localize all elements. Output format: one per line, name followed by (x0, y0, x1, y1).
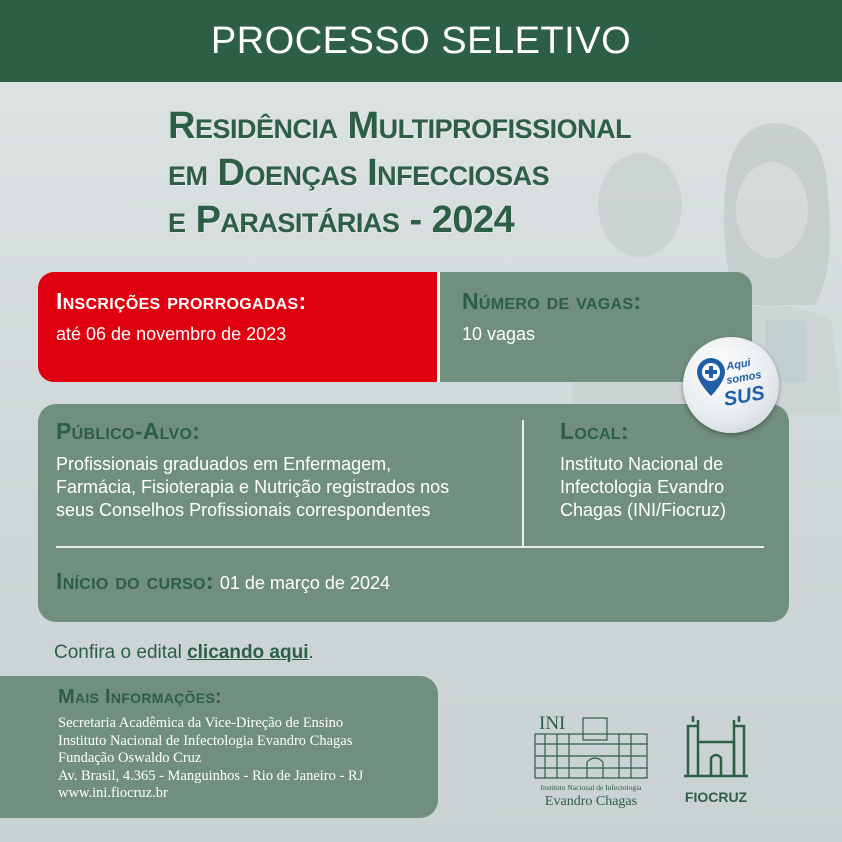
sus-pin-icon (691, 350, 771, 420)
fiocruz-castle-icon (684, 716, 748, 776)
header-title: PROCESSO SELETIVO (210, 19, 632, 62)
inscricoes-value: até 06 de novembro de 2023 (56, 324, 287, 344)
inscricoes-card (38, 272, 440, 382)
local-line-3: Chagas (INI/Fiocruz) (560, 500, 727, 520)
edital-link[interactable]: clicando aqui (187, 642, 309, 663)
details-card (38, 404, 789, 622)
badge-line-2: somos (725, 368, 763, 387)
local-section (560, 418, 780, 522)
publico-title: Público-Alvo: (56, 418, 201, 444)
edital-line (54, 642, 314, 664)
info-lines (58, 715, 438, 803)
info-website-link[interactable]: www.ini.fiocruz.br (58, 785, 168, 801)
ini-logo-subtitle: Instituto Nacional de Infectologia (540, 783, 642, 792)
info-line-1: Secretaria Acadêmica da Vice-Direção de Ensino (58, 715, 344, 731)
vagas-value: 10 vagas (462, 324, 536, 344)
info-title: Mais Informações: (58, 686, 222, 708)
info-card (0, 676, 438, 818)
local-text (560, 453, 780, 522)
headline-line-3: e Parasitárias - 2024 (168, 199, 515, 241)
horizontal-divider (56, 546, 764, 548)
ini-logo (527, 712, 655, 812)
publico-line-2: Farmácia, Fisioterapia e Nutrição registrados nos (56, 477, 450, 497)
info-line-4: Av. Brasil, 4.365 - Manguinhos - Rio de Janeiro - RJ (58, 767, 364, 784)
vertical-divider (522, 420, 524, 548)
publico-section (56, 418, 526, 522)
vagas-title: Número de vagas: (462, 288, 642, 314)
local-line-1: Instituto Nacional de (560, 454, 724, 474)
headline-line-1: Residência Multiprofissional (168, 105, 632, 147)
info-line-3: Fundação Oswaldo Cruz (58, 750, 202, 766)
inicio-section (56, 568, 390, 595)
ini-logo-text: INI (539, 713, 566, 734)
sus-badge (683, 337, 779, 433)
edital-prefix: Confira o edital (54, 642, 188, 663)
inicio-value: 01 de março de 2024 (219, 573, 390, 593)
inscricoes-title: Inscrições prorrogadas: (56, 288, 307, 314)
local-title: Local: (560, 418, 629, 444)
fiocruz-logo-text: FIOCRUZ (684, 789, 748, 805)
badge-line-1: Aqui (725, 356, 752, 373)
inicio-title: Início do curso: (56, 568, 214, 594)
publico-line-3: seus Conselhos Profissionais correspondentes (56, 500, 431, 520)
edital-suffix: . (308, 642, 314, 663)
publico-line-1: Profissionais graduados em Enfermagem, (56, 454, 392, 474)
headline (168, 103, 768, 244)
headline-line-2: em Doenças Infecciosas (168, 152, 550, 194)
ini-logo-name: Evandro Chagas (544, 794, 638, 809)
fiocruz-logo (676, 712, 756, 812)
info-line-2: Instituto Nacional de Infectologia Evandro Chagas (58, 732, 353, 749)
badge-line-3: SUS (722, 382, 767, 411)
local-line-2: Infectologia Evandro (560, 477, 725, 497)
publico-text (56, 453, 526, 522)
header-bar (0, 0, 842, 82)
